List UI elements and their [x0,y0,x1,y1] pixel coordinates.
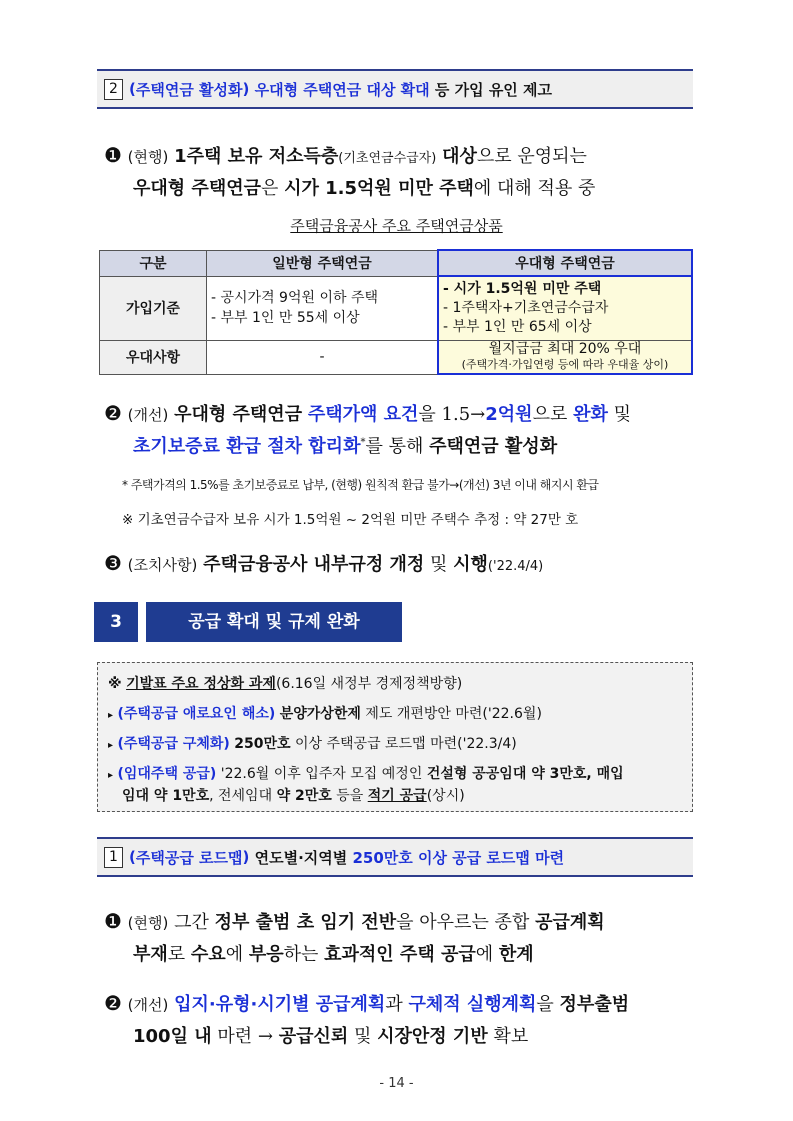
heading-tail: 250만호 이상 공급 로드맵 마련 [352,848,565,867]
table-title: 주택금융공사 주요 주택연금상품 [290,217,503,235]
heading-topic: 주택연금 활성화 [135,80,243,99]
paragraph-3: ❸ (조치사항) 주택금융공사 내부규정 개정 및 시행('22.4/4) [104,551,544,575]
paragraph-5-line-2: 100일 내 마련 → 공급신뢰 및 시장안정 기반 확보 [133,1026,529,1047]
section-3-title: 공급 확대 및 규제 완화 [146,602,402,642]
row-label: 가입기준 [100,276,207,340]
list-item: ▸ (임대주택 공급) '22.6월 이후 입주자 모집 예정인 건설형 공공임대 약 3만호, 매입 [108,766,624,782]
section-3-number: 3 [94,602,138,642]
table-cell: - 공시가격 9억원 이하 주택 - 부부 1인 만 55세 이상 [207,276,439,340]
table-header: 구분 [100,250,207,276]
heading-main: 우대형 주택연금 대상 확대 [254,80,430,99]
reference-note: ※ 기초연금수급자 보유 시가 1.5억원 ~ 2억원 미만 주택수 추정 : 약 27만 호 [122,512,579,528]
paragraph-2-line-2: 초기보증료 환급 절차 합리화*를 통해 주택연금 활성화 [133,436,558,457]
bullet-1-icon: ❶ [104,143,122,167]
section-heading-1: 1 ( 주택공급 로드맵 ) 연도별·지역별 250만호 이상 공급 로드맵 마련 [97,837,693,877]
paragraph-1-line-1: ❶ (현행) 1주택 보유 저소득층(기초연금수급자) 대상으로 운영되는 [104,143,587,167]
triangle-bullet-icon: ▸ [108,710,114,721]
paragraph-1-line-2: 우대형 주택연금은 시가 1.5억원 미만 주택에 대해 적용 중 [133,178,596,199]
table-header: 일반형 주택연금 [207,250,439,276]
bullet-2-icon: ❷ [104,401,122,425]
paragraph-4-line-2: 부재로 수요에 부응하는 효과적인 주택 공급에 한계 [133,944,534,965]
row-label: 우대사항 [100,340,207,374]
pension-product-table [99,249,693,375]
section-number: 1 [104,847,123,868]
list-item-continued: 임대 약 1만호, 전세임대 약 2만호 등을 적기 공급(상시) [122,788,465,804]
table-cell: - [207,340,439,374]
section-heading-2: 2 ( 주택연금 활성화 ) 우대형 주택연금 대상 확대 등 가입 유인 제고 [97,69,693,109]
triangle-bullet-icon: ▸ [108,770,114,781]
table-cell-highlight: 월지급금 최대 20% 우대 (주택가격·가입연령 등에 따라 우대율 상이) [438,340,692,374]
paragraph-4-line-1: ❶ (현행) 그간 정부 출범 초 임기 전반을 아우르는 종합 공급계획 [104,909,605,933]
heading-tail: 등 가입 유인 제고 [434,80,553,99]
bullet-3-icon: ❸ [104,551,122,575]
bullet-4-icon: ❶ [104,909,122,933]
heading-topic: 주택공급 로드맵 [135,848,243,867]
list-item: ▸ (주택공급 구체화) 250만호 이상 주택공급 로드맵 마련('22.3/4) [108,736,517,752]
bullet-5-icon: ❷ [104,991,122,1015]
section-number: 2 [104,79,123,100]
page-number: - 14 - [379,1076,414,1091]
note-box-heading: ※ 기발표 주요 정상화 과제(6.16일 새정부 경제정책방향) [108,676,463,692]
table-header-highlight: 우대형 주택연금 [438,250,692,276]
policy-note-box [97,662,693,812]
triangle-bullet-icon: ▸ [108,740,114,751]
footnote: * 주택가격의 1.5%를 초기보증료로 납부, (현행) 원칙적 환급 불가→(개선) 3년 이내 해지시 환급 [122,478,599,492]
heading-main: 연도별·지역별 [254,848,348,867]
list-item: ▸ (주택공급 애로요인 해소) 분양가상한제 제도 개편방안 마련('22.6월) [108,706,542,722]
paragraph-2-line-1: ❷ (개선) 우대형 주택연금 주택가액 요건을 1.5→2억원으로 완화 및 [104,401,631,425]
paragraph-5-line-1: ❷ (개선) 입지·유형·시기별 공급계획과 구체적 실행계획을 정부출범 [104,991,630,1015]
table-cell-highlight: - 시가 1.5억원 미만 주택 - 1주택자+기초연금수급자 - 부부 1인 만 65세 이상 [438,276,692,340]
